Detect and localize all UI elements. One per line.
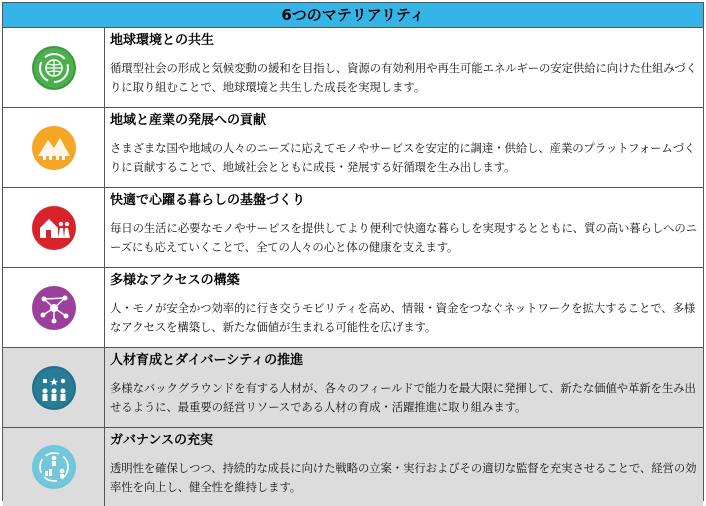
materiality-row-lifestyle [3,188,703,268]
mountain-community-icon [32,126,76,170]
text-cell [105,428,703,506]
item-description: 透明性を確保しつつ、持続的な成長に向けた戦略の立案・実行およびその適切な監督を充実させることで、経営の効率性を向上し、健全性を維持します。 [110,461,697,494]
text-cell [105,108,703,187]
globe-recycle-icon [32,46,76,90]
item-description: 多様なバックグラウンドを有する人材が、各々のフィールドで能力を最大限に発揮して、新たな価値や革新を生み出せるように、最重要の経営リソースである人材の育成・活躍推進に取り組みます。 [110,381,696,414]
item-title: 地球環境との共生 [110,33,215,48]
icon-cell [3,348,105,427]
item-description: 人・モノが安全かつ効率的に行き交うモビリティを高め、情報・資金をつなぐネットワークを拡大することで、多様なアクセスを構築し、新たな価値が生まれる可能性を広げます。 [110,301,696,334]
materiality-table [2,2,704,501]
materiality-row-talent [3,348,703,428]
icon-cell [3,428,105,506]
item-title: ガバナンスの充実 [110,433,213,448]
item-title: 快適で心躍る暮らしの基盤づくり [110,193,306,208]
governance-cycle-icon [32,445,76,489]
materiality-row-access [3,268,703,348]
item-description: さまざまな国や地域の人々のニーズに応えてモノやサービスを安定的に調達・供給し、産業のプラットフォームづくりに貢献することで、地域社会とともに成長・発展する好循環を生み出します。 [110,141,696,174]
house-family-icon [32,206,76,250]
item-title: 地域と産業の発展への貢献 [110,113,267,128]
table-header: 6つのマテリアリティ [3,3,703,28]
item-title: 人材育成とダイバーシティの推進 [110,353,304,368]
people-talent-icon [32,366,76,410]
item-title: 多様なアクセスの構築 [110,273,240,288]
text-cell [105,28,703,107]
item-description: 循環型社会の形成と気候変動の緩和を目指し、資源の有効利用や再生可能エネルギーの安定供給に向けた仕組みづくりに取り組むことで、地球環境と共生した成長を実現します。 [110,61,697,94]
icon-cell [3,268,105,347]
materiality-row-environment [3,28,703,108]
network-nodes-icon [32,286,76,330]
icon-cell [3,108,105,187]
materiality-row-governance [3,428,703,506]
icon-cell [3,188,105,267]
icon-cell [3,28,105,107]
text-cell [105,268,703,347]
text-cell [105,348,703,427]
item-description: 毎日の生活に必要なモノやサービスを提供してより便利で快適な暮らしを実現するとともに、質の高い暮らしへのニーズにも応えていくことで、全ての人々の心と体の健康を支えます。 [110,221,698,254]
materiality-row-regional-industry [3,108,703,188]
text-cell [105,188,703,267]
